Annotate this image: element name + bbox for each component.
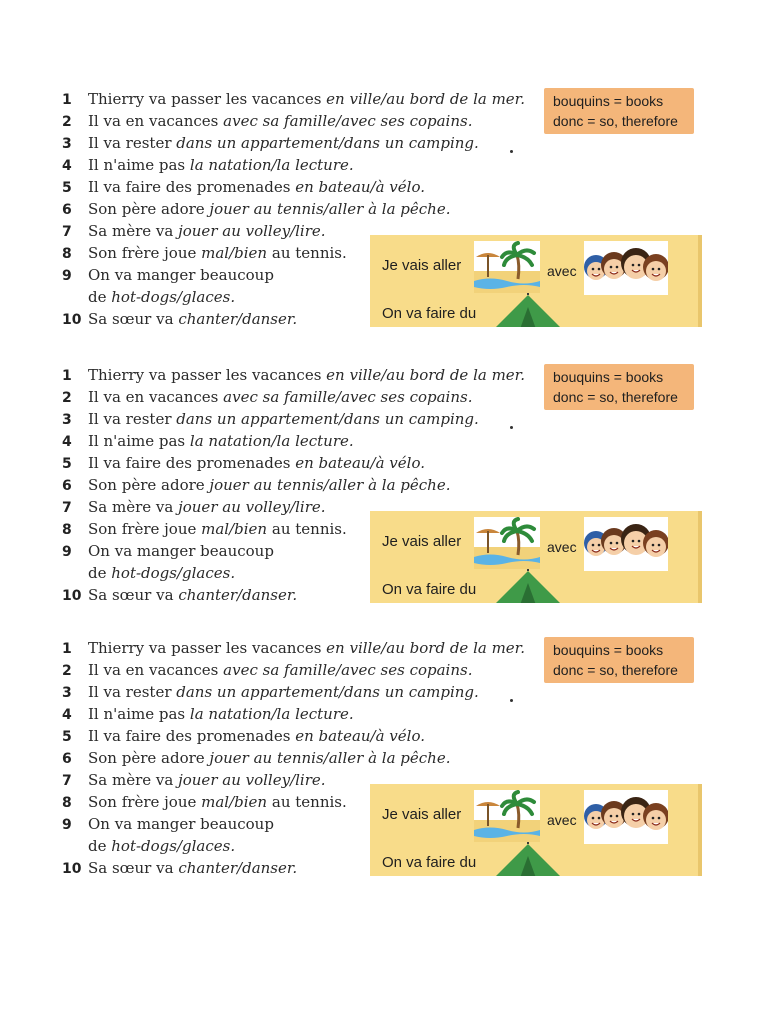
sentence-text: Son frère joue — [88, 793, 202, 811]
sentence-options: hot-dogs/glaces. — [111, 564, 236, 582]
sentence-text: Son père adore — [88, 476, 210, 494]
sentence-text: Sa mère va — [88, 222, 179, 240]
sentence-options: en ville/au bord de la mer. — [326, 366, 525, 384]
avec-label: avec — [547, 539, 577, 555]
sentence-options: mal/bien — [201, 244, 268, 262]
vocab-line-donc: donc = so, therefore — [553, 113, 678, 129]
sentence-options: jouer au tennis/aller à la pêche. — [209, 749, 451, 767]
sentence-options: jouer au tennis/aller à la pêche. — [209, 200, 451, 218]
sentence-number: 10 — [62, 312, 82, 328]
sentence-text: Il n'aime pas — [88, 705, 190, 723]
sentence-text: Il va faire des promenades — [88, 727, 296, 745]
vocab-line-donc: donc = so, therefore — [553, 389, 678, 405]
sentence-options: en bateau/à vélo. — [295, 727, 425, 745]
sentence-options: hot-dogs/glaces. — [111, 837, 236, 855]
sentence-line — [62, 176, 425, 198]
je-vais-aller-label: Je vais aller — [382, 533, 462, 550]
sentence-line — [62, 659, 472, 681]
sentence-text: Il va faire des promenades — [88, 454, 296, 472]
sentence-number: 9 — [62, 817, 72, 833]
picture-prompt-panel — [370, 784, 702, 876]
sentence-number: 9 — [62, 268, 72, 284]
sentence-line — [62, 725, 425, 747]
sentence-text: On va manger beaucoup — [88, 815, 274, 833]
sentence-options: jouer au volley/lire. — [178, 771, 326, 789]
sentence-text: Son père adore — [88, 200, 210, 218]
sentence-text: Sa sœur va — [88, 586, 179, 604]
vocab-line-bouquins: bouquins = books — [553, 369, 664, 385]
sentence-number: 6 — [62, 751, 72, 767]
sentence-options: chanter/danser. — [178, 310, 298, 328]
sentence-line — [62, 857, 297, 879]
sentence-number: 3 — [62, 412, 72, 428]
sentence-text-end: au tennis. — [267, 244, 347, 262]
sentence-options: en bateau/à vélo. — [295, 454, 425, 472]
tent-icon — [490, 293, 566, 327]
sentence-text: de — [88, 564, 112, 582]
sentence-text: Il va rester — [88, 683, 177, 701]
beach-palm-icon — [474, 517, 540, 569]
sentence-line — [62, 703, 354, 725]
sentence-options: la natation/la lecture. — [189, 705, 354, 723]
sentence-line — [62, 154, 354, 176]
sentence-options: hot-dogs/glaces. — [111, 288, 236, 306]
sentence-number: 4 — [62, 434, 72, 450]
sentence-options: jouer au volley/lire. — [178, 222, 326, 240]
sentence-text: Il va rester — [88, 410, 177, 428]
sentence-options: dans un appartement/dans un camping. — [176, 410, 479, 428]
sentence-options: en ville/au bord de la mer. — [326, 90, 525, 108]
sentence-number: 7 — [62, 224, 72, 240]
sentence-text: de — [88, 288, 112, 306]
sentence-line — [62, 386, 472, 408]
sentence-number: 3 — [62, 685, 72, 701]
sentence-line — [62, 791, 347, 813]
exercise-block-2 — [0, 364, 768, 624]
sentence-text: Son frère joue — [88, 520, 202, 538]
children-faces-icon — [584, 241, 668, 295]
sentence-text: Sa mère va — [88, 498, 179, 516]
sentence-text: Il n'aime pas — [88, 432, 190, 450]
sentence-options: dans un appartement/dans un camping. — [176, 683, 479, 701]
sentence-options: en ville/au bord de la mer. — [326, 639, 525, 657]
sentence-number: 7 — [62, 773, 72, 789]
sentence-line — [62, 835, 235, 857]
sentence-text: Il va en vacances — [88, 112, 224, 130]
picture-prompt-panel — [370, 235, 702, 327]
sentence-text: Thierry va passer les vacances — [88, 366, 327, 384]
vocab-line-bouquins: bouquins = books — [553, 93, 664, 109]
je-vais-aller-label: Je vais aller — [382, 257, 462, 274]
sentence-line — [62, 496, 326, 518]
sentence-number: 6 — [62, 202, 72, 218]
sentence-text: Sa mère va — [88, 771, 179, 789]
sentence-number: 8 — [62, 522, 72, 538]
je-vais-aller-label: Je vais aller — [382, 806, 462, 823]
beach-palm-icon — [474, 241, 540, 293]
sentence-number: 1 — [62, 92, 72, 108]
sentence-number: 5 — [62, 729, 72, 745]
tent-icon — [490, 569, 566, 603]
sentence-line — [62, 132, 479, 154]
sentence-line — [62, 364, 525, 386]
scan-speck — [510, 426, 513, 429]
sentence-number: 8 — [62, 795, 72, 811]
sentence-options: avec sa famille/avec ses copains. — [223, 388, 473, 406]
sentence-line — [62, 562, 235, 584]
scan-speck — [510, 699, 513, 702]
sentence-options: avec sa famille/avec ses copains. — [223, 112, 473, 130]
scan-speck — [510, 150, 513, 153]
on-va-faire-du-label: On va faire du — [382, 305, 477, 322]
sentence-number: 2 — [62, 390, 72, 406]
sentence-line — [62, 452, 425, 474]
sentence-line — [62, 242, 347, 264]
sentence-number: 6 — [62, 478, 72, 494]
sentence-text: Il va faire des promenades — [88, 178, 296, 196]
sentence-line — [62, 408, 479, 430]
avec-label: avec — [547, 812, 577, 828]
children-faces-icon — [584, 517, 668, 571]
sentence-number: 8 — [62, 246, 72, 262]
sentence-number: 1 — [62, 641, 72, 657]
sentence-text: On va manger beaucoup — [88, 266, 274, 284]
sentence-text-end: au tennis. — [267, 793, 347, 811]
sentence-options: chanter/danser. — [178, 586, 298, 604]
vocab-line-donc: donc = so, therefore — [553, 662, 678, 678]
sentence-line — [62, 747, 450, 769]
sentence-text: Son père adore — [88, 749, 210, 767]
sentence-line — [62, 540, 274, 562]
avec-label: avec — [547, 263, 577, 279]
sentence-text: Il va en vacances — [88, 661, 224, 679]
vocab-box — [544, 88, 694, 134]
sentence-line — [62, 681, 479, 703]
sentence-number: 10 — [62, 861, 82, 877]
sentence-line — [62, 474, 450, 496]
on-va-faire-du-label: On va faire du — [382, 581, 477, 598]
sentence-line — [62, 286, 235, 308]
sentence-text: On va manger beaucoup — [88, 542, 274, 560]
sentence-options: avec sa famille/avec ses copains. — [223, 661, 473, 679]
sentence-line — [62, 198, 450, 220]
sentence-options: mal/bien — [201, 520, 268, 538]
sentence-number: 7 — [62, 500, 72, 516]
sentence-text: Sa sœur va — [88, 859, 179, 877]
sentence-text: Il n'aime pas — [88, 156, 190, 174]
sentence-text-end: au tennis. — [267, 520, 347, 538]
sentence-line — [62, 110, 472, 132]
sentence-text: Thierry va passer les vacances — [88, 639, 327, 657]
sentence-line — [62, 88, 525, 110]
sentence-number: 3 — [62, 136, 72, 152]
beach-palm-icon — [474, 790, 540, 842]
sentence-options: la natation/la lecture. — [189, 156, 354, 174]
sentence-text: de — [88, 837, 112, 855]
sentence-options: la natation/la lecture. — [189, 432, 354, 450]
sentence-text: Sa sœur va — [88, 310, 179, 328]
sentence-line — [62, 637, 525, 659]
sentence-options: jouer au volley/lire. — [178, 498, 326, 516]
sentence-text: Thierry va passer les vacances — [88, 90, 327, 108]
sentence-number: 9 — [62, 544, 72, 560]
sentence-number: 4 — [62, 707, 72, 723]
sentence-options: dans un appartement/dans un camping. — [176, 134, 479, 152]
sentence-options: jouer au tennis/aller à la pêche. — [209, 476, 451, 494]
sentence-number: 5 — [62, 180, 72, 196]
exercise-block-3 — [0, 637, 768, 897]
sentence-number: 10 — [62, 588, 82, 604]
sentence-number: 5 — [62, 456, 72, 472]
sentence-text: Il va en vacances — [88, 388, 224, 406]
sentence-options: chanter/danser. — [178, 859, 298, 877]
sentence-text: Il va rester — [88, 134, 177, 152]
exercise-block-1 — [0, 88, 768, 348]
sentence-line — [62, 769, 326, 791]
picture-prompt-panel — [370, 511, 702, 603]
vocab-box — [544, 637, 694, 683]
on-va-faire-du-label: On va faire du — [382, 854, 477, 871]
sentence-number: 2 — [62, 663, 72, 679]
sentence-number: 4 — [62, 158, 72, 174]
sentence-options: mal/bien — [201, 793, 268, 811]
tent-icon — [490, 842, 566, 876]
sentence-line — [62, 584, 297, 606]
sentence-line — [62, 264, 274, 286]
vocab-box — [544, 364, 694, 410]
children-faces-icon — [584, 790, 668, 844]
sentence-line — [62, 220, 326, 242]
sentence-text: Son frère joue — [88, 244, 202, 262]
sentence-line — [62, 518, 347, 540]
sentence-line — [62, 813, 274, 835]
sentence-line — [62, 308, 297, 330]
sentence-line — [62, 430, 354, 452]
sentence-number: 2 — [62, 114, 72, 130]
vocab-line-bouquins: bouquins = books — [553, 642, 664, 658]
sentence-number: 1 — [62, 368, 72, 384]
sentence-options: en bateau/à vélo. — [295, 178, 425, 196]
